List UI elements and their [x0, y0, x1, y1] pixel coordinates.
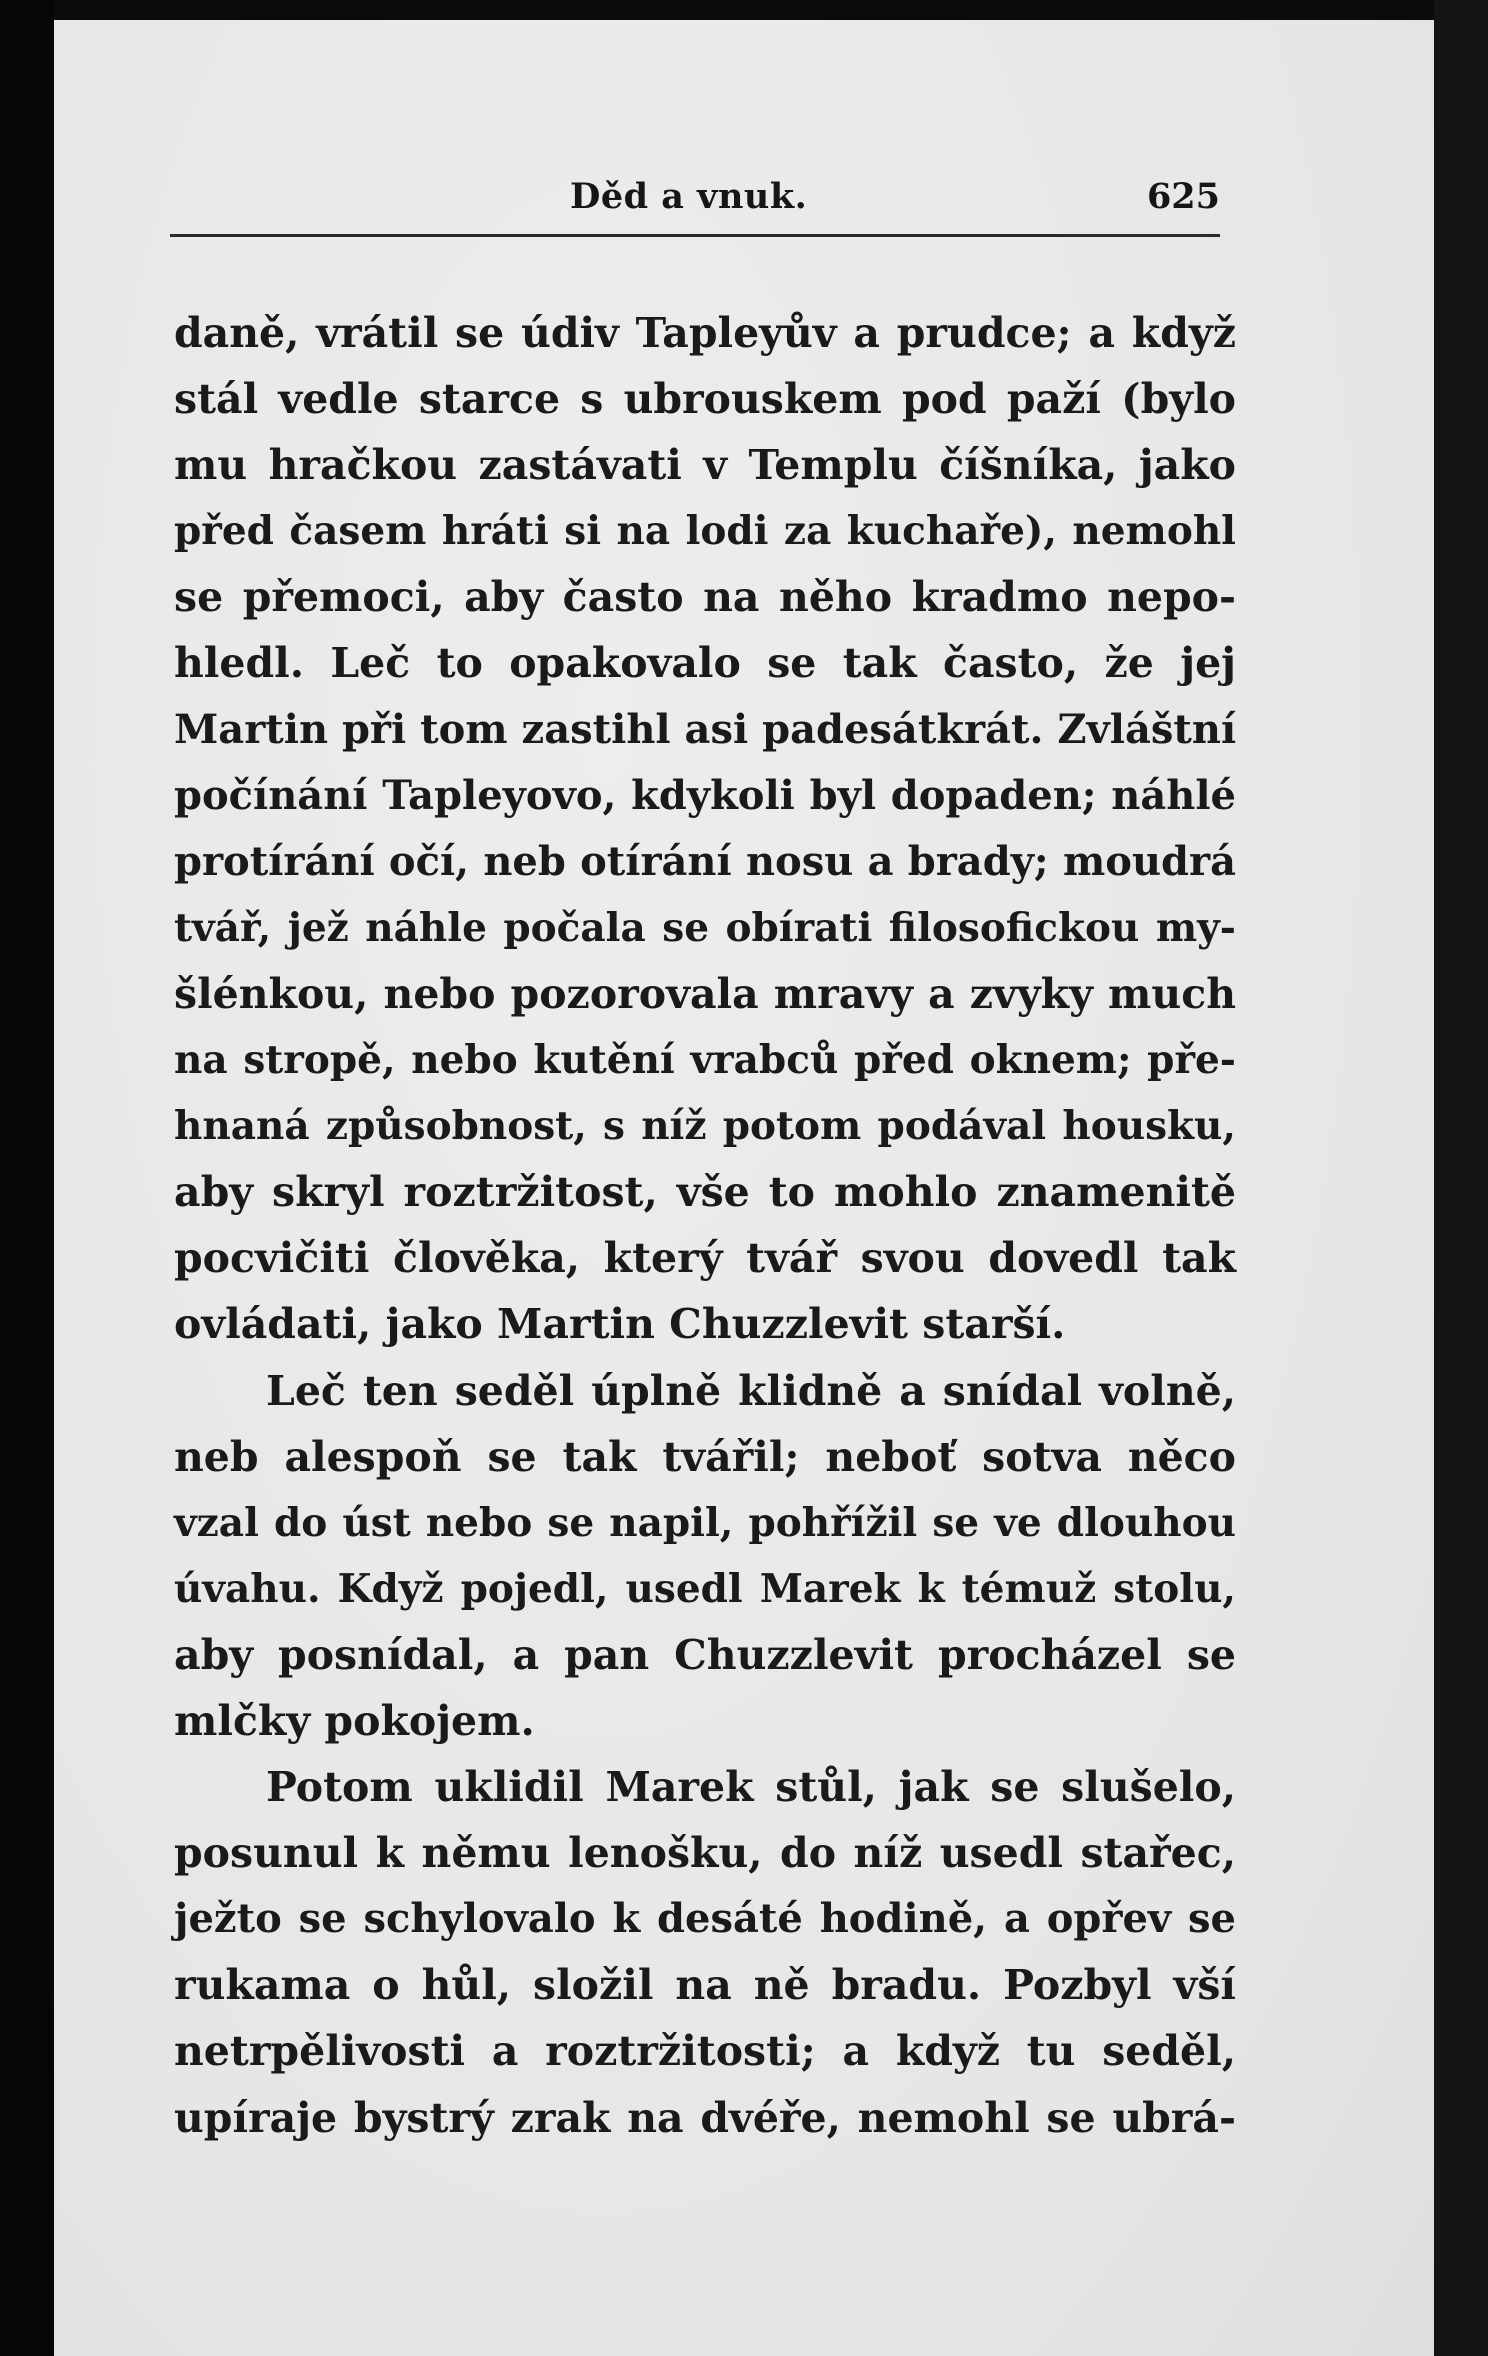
- text-line: ovládati, jako Martin Chuzzlevit starší.: [174, 1300, 1066, 1349]
- text-line: mu hračkou zastávati v Templu číšníka, jako: [174, 441, 1236, 490]
- text-line: vzal do úst nebo se napil, pohřížil se ve dlouhou: [174, 1499, 1236, 1546]
- text-line: počínání Tapleyovo, kdykoli byl dopaden; náhlé: [174, 771, 1236, 819]
- text-line: posunul k němu lenošku, do níž usedl stařec,: [174, 1829, 1236, 1878]
- left-page-edge: [0, 0, 54, 2356]
- text-line: šlénkou, nebo pozorovala mravy a zvyky much: [174, 969, 1236, 1018]
- page-number: 625: [1146, 176, 1220, 217]
- header-rule: [170, 234, 1220, 237]
- text-line: Leč ten seděl úplně klidně a snídal volně,: [266, 1366, 1236, 1415]
- text-line: před časem hráti si na lodi za kuchaře), nemohl: [174, 508, 1236, 555]
- text-line: na stropě, nebo kutění vrabců před oknem; pře-: [174, 1037, 1236, 1084]
- text-line: pocvičiti člověka, který tvář svou dovedl tak: [174, 1234, 1236, 1283]
- text-line: aby skryl roztržitost, vše to mohlo znamenitě: [174, 1168, 1236, 1217]
- body-text: [174, 300, 1236, 2151]
- text-line: úvahu. Když pojedl, usedl Marek k témuž stolu,: [174, 1565, 1236, 1612]
- text-line: hnaná způsobnost, s níž potom podával housku,: [174, 1103, 1236, 1150]
- text-line: daně, vrátil se údiv Tapleyův a prudce; a když: [174, 309, 1236, 357]
- text-line: ježto se schylovalo k desáté hodině, a opřev se: [174, 1895, 1236, 1943]
- text-line: Potom uklidil Marek stůl, jak se slušelo,: [266, 1763, 1236, 1812]
- running-header: [170, 176, 1220, 236]
- text-line: netrpělivosti a roztržitosti; a když tu seděl,: [174, 2027, 1236, 2076]
- text-line: hledl. Leč to opakovalo se tak často, že jej: [174, 639, 1236, 688]
- text-line: aby posnídal, a pan Chuzzlevit procházel se: [174, 1630, 1236, 1679]
- text-line: Martin při tom zastihl asi padesátkrát. Zvláštní: [174, 705, 1237, 753]
- text-line: mlčky pokojem.: [174, 1696, 535, 1745]
- text-line: neb alespoň se tak tvářil; neboť sotva něco: [174, 1432, 1236, 1481]
- text-line: rukama o hůl, složil na ně bradu. Pozbyl vší: [174, 1961, 1236, 2010]
- text-line: protírání očí, neb otírání nosu a brady; moudrá: [174, 837, 1236, 885]
- text-line: tvář, jež náhle počala se obírati filosofickou my-: [174, 904, 1236, 951]
- right-page-edge: [1434, 0, 1488, 2356]
- running-title: Děd a vnuk.: [570, 176, 808, 217]
- text-line: stál vedle starce s ubrouskem pod paží (bylo: [174, 375, 1236, 424]
- text-line: se přemoci, aby často na něho kradmo nepo-: [174, 573, 1236, 622]
- text-line: upíraje bystrý zrak na dvéře, nemohl se ubrá-: [174, 2093, 1236, 2142]
